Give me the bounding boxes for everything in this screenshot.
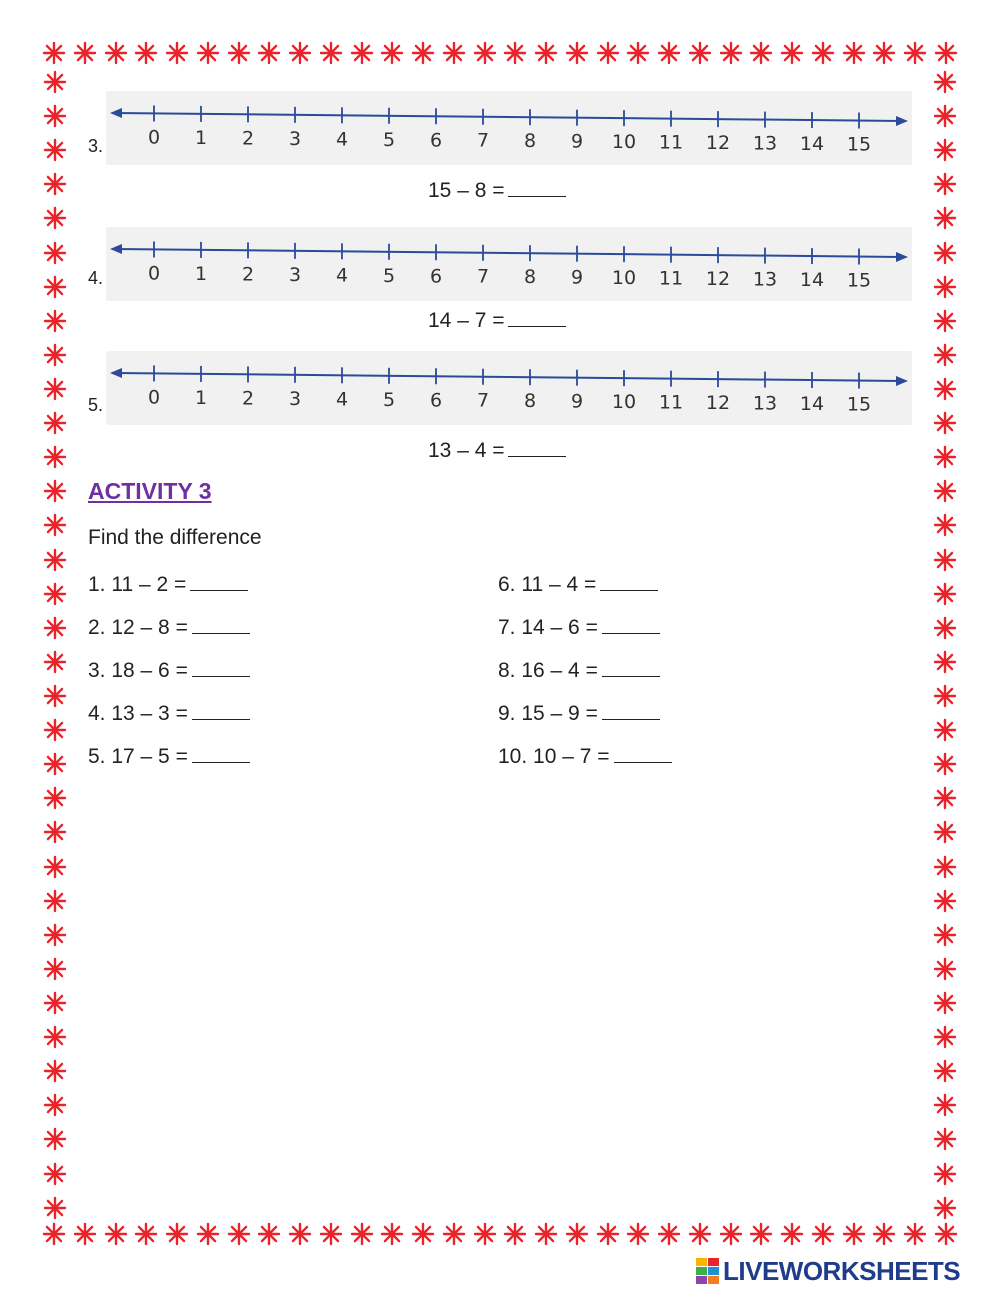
tick-label: 13 xyxy=(752,392,778,415)
border-star-icon xyxy=(933,1093,957,1117)
border-star-icon xyxy=(872,41,896,65)
number-line-axis xyxy=(114,249,904,257)
tick-label: 13 xyxy=(752,132,778,155)
number-line-axis xyxy=(114,373,904,381)
border-star-icon xyxy=(73,41,97,65)
border-star-icon xyxy=(43,855,67,879)
problem-item xyxy=(498,572,658,597)
tick-label: 5 xyxy=(382,388,396,411)
number-line xyxy=(106,91,912,165)
border-star-icon xyxy=(257,41,281,65)
border-star-icon xyxy=(626,41,650,65)
border-star-icon xyxy=(319,1222,343,1246)
tick-label: 14 xyxy=(799,393,825,416)
equation xyxy=(428,438,566,463)
border-star-icon xyxy=(872,1222,896,1246)
answer-blank[interactable] xyxy=(192,615,250,634)
border-star-icon xyxy=(165,1222,189,1246)
border-star-icon xyxy=(411,41,435,65)
border-star-icon xyxy=(442,1222,466,1246)
tick-label: 11 xyxy=(658,131,684,154)
border-star-icon xyxy=(933,343,957,367)
tick-label: 7 xyxy=(476,265,490,288)
border-star-icon xyxy=(257,1222,281,1246)
border-star-icon xyxy=(43,479,67,503)
border-star-icon xyxy=(719,41,743,65)
border-star-icon xyxy=(43,377,67,401)
answer-blank[interactable] xyxy=(508,438,566,457)
border-top xyxy=(42,40,958,66)
border-star-icon xyxy=(565,41,589,65)
problem-text: 2. 12 – 8 = xyxy=(88,616,188,639)
tick-label: 5 xyxy=(382,128,396,151)
border-star-icon xyxy=(933,820,957,844)
border-star-icon xyxy=(933,923,957,947)
border-star-icon xyxy=(688,41,712,65)
answer-blank[interactable] xyxy=(614,744,672,763)
border-star-icon xyxy=(934,41,958,65)
border-star-icon xyxy=(380,1222,404,1246)
border-star-icon xyxy=(43,957,67,981)
problem-text: 1. 11 – 2 = xyxy=(88,573,187,596)
border-star-icon xyxy=(43,582,67,606)
equation-text: 15 – 8 = xyxy=(428,179,505,202)
tick-label: 12 xyxy=(705,132,731,155)
activity-title: ACTIVITY 3 xyxy=(88,478,212,504)
border-star-icon xyxy=(719,1222,743,1246)
tick-label: 7 xyxy=(476,129,490,152)
equation-text: 14 – 7 = xyxy=(428,309,505,332)
tick-label: 3 xyxy=(288,263,302,286)
number-line xyxy=(106,227,912,301)
tick-label: 3 xyxy=(288,387,302,410)
problem-item xyxy=(88,744,250,769)
border-star-icon xyxy=(43,1025,67,1049)
tick-label: 6 xyxy=(429,129,443,152)
border-star-icon xyxy=(903,1222,927,1246)
tick-label: 15 xyxy=(846,133,872,156)
border-star-icon xyxy=(842,41,866,65)
answer-blank[interactable] xyxy=(192,744,250,763)
arrow-left-icon xyxy=(110,244,122,254)
border-star-icon xyxy=(933,445,957,469)
border-star-icon xyxy=(42,41,66,65)
border-star-icon xyxy=(842,1222,866,1246)
border-star-icon xyxy=(43,172,67,196)
border-star-icon xyxy=(43,309,67,333)
border-star-icon xyxy=(933,1025,957,1049)
border-star-icon xyxy=(811,41,835,65)
border-star-icon xyxy=(933,991,957,1015)
arrow-left-icon xyxy=(110,108,122,118)
border-star-icon xyxy=(473,1222,497,1246)
tick-label: 6 xyxy=(429,265,443,288)
border-star-icon xyxy=(43,275,67,299)
border-left xyxy=(42,70,68,1220)
border-star-icon xyxy=(442,41,466,65)
answer-blank[interactable] xyxy=(192,701,250,720)
problem-item xyxy=(88,615,250,640)
tick-label: 14 xyxy=(799,269,825,292)
arrow-right-icon xyxy=(896,252,908,262)
border-star-icon xyxy=(933,309,957,333)
border-star-icon xyxy=(43,343,67,367)
border-star-icon xyxy=(534,1222,558,1246)
tick-label: 10 xyxy=(611,391,637,414)
problem-text: 5. 17 – 5 = xyxy=(88,745,188,768)
tick-label: 15 xyxy=(846,393,872,416)
tick-label: 4 xyxy=(335,264,349,287)
tick-label: 10 xyxy=(611,131,637,154)
problem-item xyxy=(88,658,250,683)
tick-label: 2 xyxy=(241,127,255,150)
border-star-icon xyxy=(43,923,67,947)
border-star-icon xyxy=(933,377,957,401)
border-star-icon xyxy=(933,1162,957,1186)
tick-label: 2 xyxy=(241,387,255,410)
arrow-left-icon xyxy=(110,368,122,378)
problem-text: 6. 11 – 4 = xyxy=(498,573,597,596)
tick-label: 1 xyxy=(194,386,208,409)
border-star-icon xyxy=(933,752,957,776)
border-star-icon xyxy=(473,41,497,65)
border-star-icon xyxy=(596,1222,620,1246)
border-star-icon xyxy=(565,1222,589,1246)
tick-label: 2 xyxy=(241,263,255,286)
equation xyxy=(428,308,566,333)
border-star-icon xyxy=(288,1222,312,1246)
tick-label: 0 xyxy=(147,386,161,409)
tick-label: 4 xyxy=(335,128,349,151)
border-star-icon xyxy=(43,991,67,1015)
border-star-icon xyxy=(933,718,957,742)
border-star-icon xyxy=(196,1222,220,1246)
number-line-axis xyxy=(114,113,904,121)
border-star-icon xyxy=(380,41,404,65)
problem-text: 10. 10 – 7 = xyxy=(498,745,610,768)
border-star-icon xyxy=(42,1222,66,1246)
border-star-icon xyxy=(811,1222,835,1246)
border-star-icon xyxy=(43,1127,67,1151)
answer-blank[interactable] xyxy=(602,701,660,720)
border-star-icon xyxy=(933,172,957,196)
problem-item xyxy=(498,658,660,683)
border-star-icon xyxy=(43,1093,67,1117)
tick-label: 5 xyxy=(382,264,396,287)
tick-label: 0 xyxy=(147,262,161,285)
brand-name: LIVEWORKSHEETS xyxy=(723,1255,961,1286)
border-star-icon xyxy=(933,889,957,913)
border-star-icon xyxy=(43,445,67,469)
border-star-icon xyxy=(933,104,957,128)
border-star-icon xyxy=(933,479,957,503)
tick-label: 14 xyxy=(799,133,825,156)
border-star-icon xyxy=(934,1222,958,1246)
border-star-icon xyxy=(503,41,527,65)
border-star-icon xyxy=(749,1222,773,1246)
tick-label: 9 xyxy=(570,266,584,289)
border-star-icon xyxy=(933,275,957,299)
tick-label: 4 xyxy=(335,388,349,411)
equation-text: 13 – 4 = xyxy=(428,439,505,462)
border-star-icon xyxy=(43,206,67,230)
tick-label: 6 xyxy=(429,389,443,412)
tick-label: 12 xyxy=(705,392,731,415)
border-star-icon xyxy=(43,138,67,162)
border-star-icon xyxy=(104,41,128,65)
border-star-icon xyxy=(43,650,67,674)
border-star-icon xyxy=(933,70,957,94)
border-star-icon xyxy=(43,411,67,435)
tick-label: 7 xyxy=(476,389,490,412)
border-star-icon xyxy=(134,1222,158,1246)
border-star-icon xyxy=(43,1059,67,1083)
border-star-icon xyxy=(43,718,67,742)
border-star-icon xyxy=(933,548,957,572)
problem-text: 3. 18 – 6 = xyxy=(88,659,188,682)
border-star-icon xyxy=(933,513,957,537)
border-star-icon xyxy=(43,70,67,94)
border-star-icon xyxy=(933,957,957,981)
border-star-icon xyxy=(933,1059,957,1083)
tick-label: 3 xyxy=(288,127,302,150)
border-star-icon xyxy=(933,1127,957,1151)
answer-blank[interactable] xyxy=(602,658,660,677)
answer-blank[interactable] xyxy=(190,572,248,591)
border-star-icon xyxy=(903,41,927,65)
number-line-image xyxy=(106,91,912,165)
problem-text: 7. 14 – 6 = xyxy=(498,616,598,639)
answer-blank[interactable] xyxy=(602,615,660,634)
answer-blank[interactable] xyxy=(508,178,566,197)
tick-label: 9 xyxy=(570,390,584,413)
tick-label: 1 xyxy=(194,126,208,149)
border-star-icon xyxy=(411,1222,435,1246)
border-star-icon xyxy=(933,411,957,435)
problem-item xyxy=(498,615,660,640)
problem-item xyxy=(498,701,660,726)
border-star-icon xyxy=(933,206,957,230)
equation xyxy=(428,178,566,203)
border-star-icon xyxy=(73,1222,97,1246)
border-star-icon xyxy=(134,41,158,65)
border-star-icon xyxy=(165,41,189,65)
problem-text: 9. 15 – 9 = xyxy=(498,702,598,725)
tick-label: 13 xyxy=(752,268,778,291)
liveworksheets-logo-icon xyxy=(696,1258,720,1284)
answer-blank[interactable] xyxy=(508,308,566,327)
tick-label: 12 xyxy=(705,268,731,291)
border-star-icon xyxy=(43,616,67,640)
problem-item xyxy=(88,701,250,726)
tick-label: 11 xyxy=(658,391,684,414)
number-line-image xyxy=(106,227,912,301)
number-line-label: 4. xyxy=(88,268,104,288)
number-line-image xyxy=(106,351,912,425)
liveworksheets-logo[interactable] xyxy=(696,1256,960,1286)
arrow-right-icon xyxy=(896,116,908,126)
border-star-icon xyxy=(933,1196,957,1220)
border-right xyxy=(932,70,958,1220)
border-star-icon xyxy=(43,889,67,913)
border-star-icon xyxy=(43,513,67,537)
border-star-icon xyxy=(626,1222,650,1246)
tick-label: 11 xyxy=(658,267,684,290)
border-star-icon xyxy=(596,41,620,65)
border-star-icon xyxy=(688,1222,712,1246)
tick-label: 8 xyxy=(523,266,537,289)
arrow-right-icon xyxy=(896,376,908,386)
border-star-icon xyxy=(933,138,957,162)
border-star-icon xyxy=(657,41,681,65)
border-star-icon xyxy=(227,1222,251,1246)
border-star-icon xyxy=(350,41,374,65)
border-star-icon xyxy=(780,1222,804,1246)
answer-blank[interactable] xyxy=(192,658,250,677)
tick-label: 9 xyxy=(570,130,584,153)
border-star-icon xyxy=(749,41,773,65)
problem-text: 4. 13 – 3 = xyxy=(88,702,188,725)
border-star-icon xyxy=(933,616,957,640)
border-bottom xyxy=(42,1221,958,1247)
tick-label: 8 xyxy=(523,130,537,153)
problem-text: 8. 16 – 4 = xyxy=(498,659,598,682)
border-star-icon xyxy=(43,548,67,572)
border-star-icon xyxy=(43,820,67,844)
border-star-icon xyxy=(933,582,957,606)
border-star-icon xyxy=(933,650,957,674)
problem-item xyxy=(88,572,248,597)
border-star-icon xyxy=(780,41,804,65)
border-star-icon xyxy=(227,41,251,65)
border-star-icon xyxy=(43,241,67,265)
tick-label: 15 xyxy=(846,269,872,292)
border-star-icon xyxy=(933,855,957,879)
border-star-icon xyxy=(933,241,957,265)
number-line xyxy=(106,351,912,425)
border-star-icon xyxy=(43,1162,67,1186)
instruction-text: Find the difference xyxy=(88,526,262,549)
tick-label: 8 xyxy=(523,390,537,413)
border-star-icon xyxy=(43,752,67,776)
border-star-icon xyxy=(350,1222,374,1246)
number-line-label: 5. xyxy=(88,395,104,415)
border-star-icon xyxy=(657,1222,681,1246)
answer-blank[interactable] xyxy=(600,572,658,591)
border-star-icon xyxy=(933,786,957,810)
tick-label: 0 xyxy=(147,126,161,149)
border-star-icon xyxy=(319,41,343,65)
border-star-icon xyxy=(43,786,67,810)
border-star-icon xyxy=(933,684,957,708)
number-line-label: 3. xyxy=(88,136,104,156)
border-star-icon xyxy=(43,1196,67,1220)
border-star-icon xyxy=(43,684,67,708)
border-star-icon xyxy=(43,104,67,128)
tick-label: 1 xyxy=(194,262,208,285)
border-star-icon xyxy=(288,41,312,65)
border-star-icon xyxy=(196,41,220,65)
tick-label: 10 xyxy=(611,267,637,290)
border-star-icon xyxy=(534,41,558,65)
border-star-icon xyxy=(503,1222,527,1246)
problem-item xyxy=(498,744,672,769)
border-star-icon xyxy=(104,1222,128,1246)
